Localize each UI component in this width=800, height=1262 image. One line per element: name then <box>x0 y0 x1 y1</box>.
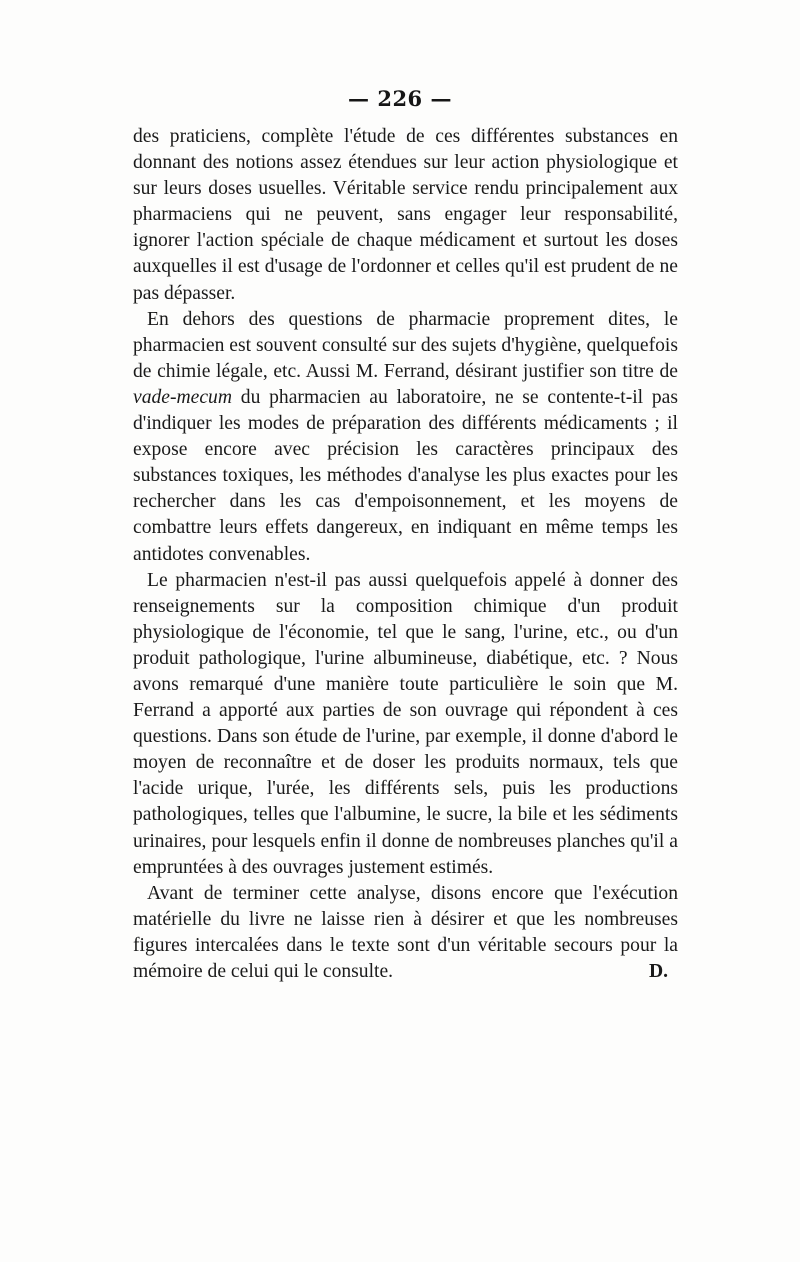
paragraph-4 <box>133 881 678 985</box>
paragraph-2-end: du pharmacien au laboratoire, ne se contente-t-il pas d'indiquer les modes de préparation des différents médicaments ; il expose encore avec précision les caractères principaux des substances toxiques, les méthodes d'analyse les plus exactes pour les rechercher dans les cas d'empoisonnement, et les moyens de combattre leurs effets dangereux, en indiquant en même temps les antidotes convenables. <box>133 386 678 565</box>
vade-mecum-italic: vade-mecum <box>133 386 233 408</box>
page-number: — 226 — <box>348 86 452 111</box>
paragraph-2 <box>133 307 678 568</box>
paragraph-2-start: En dehors des questions de pharmacie proprement dites, le pharmacien est souvent consulté sur des sujets d'hygiène, quelquefois de chimie légale, etc. Aussi M. Ferrand, désirant justifier son titre de <box>133 308 678 382</box>
body-text <box>133 124 678 985</box>
author-signature: D. <box>648 961 668 982</box>
paragraph-4-text: Avant de terminer cette analyse, disons encore que l'exécution matérielle du livre ne laisse rien à désirer et que les nombreuses figures intercalées dans le texte sont d'un véritable secours pour la mémoire de celui qui le consulte. <box>133 882 678 982</box>
paragraph-3: Le pharmacien n'est-il pas aussi quelquefois appelé à donner des renseignements sur la composition chimique d'un produit physiologique de l'économie, tel que le sang, l'urine, etc., ou d'un produit pathologique, l'urine albumineuse, diabétique, etc. ? Nous avons remarqué d'une manière toute particulière le soin que M. Ferrand a apporté aux parties de son ouvrage qui répondent à ces questions. Dans son étude de l'urine, par exemple, il donne d'abord le moyen de reconnaître et de doser les produits normaux, tels que l'acide urique, l'urée, les différents sels, puis les productions pathologiques, telles que l'albumine, le sucre, la bile et les sédiments urinaires, pour lesquels enfin il donne de nombreuses planches qu'il a empruntées à des ouvrages justement estimés. <box>133 569 678 878</box>
paragraph-1: des praticiens, complète l'étude de ces différentes substances en donnant des notions assez étendues sur leur action physiologique et sur leurs doses usuelles. Véritable service rendu principalement aux pharmaciens qui ne peuvent, sans engager leur responsabilité, ignorer l'action spéciale de chaque médicament et surtout les doses auxquelles il est d'usage de l'ordonner et celles qu'il est prudent de ne pas dépasser. <box>133 126 678 304</box>
